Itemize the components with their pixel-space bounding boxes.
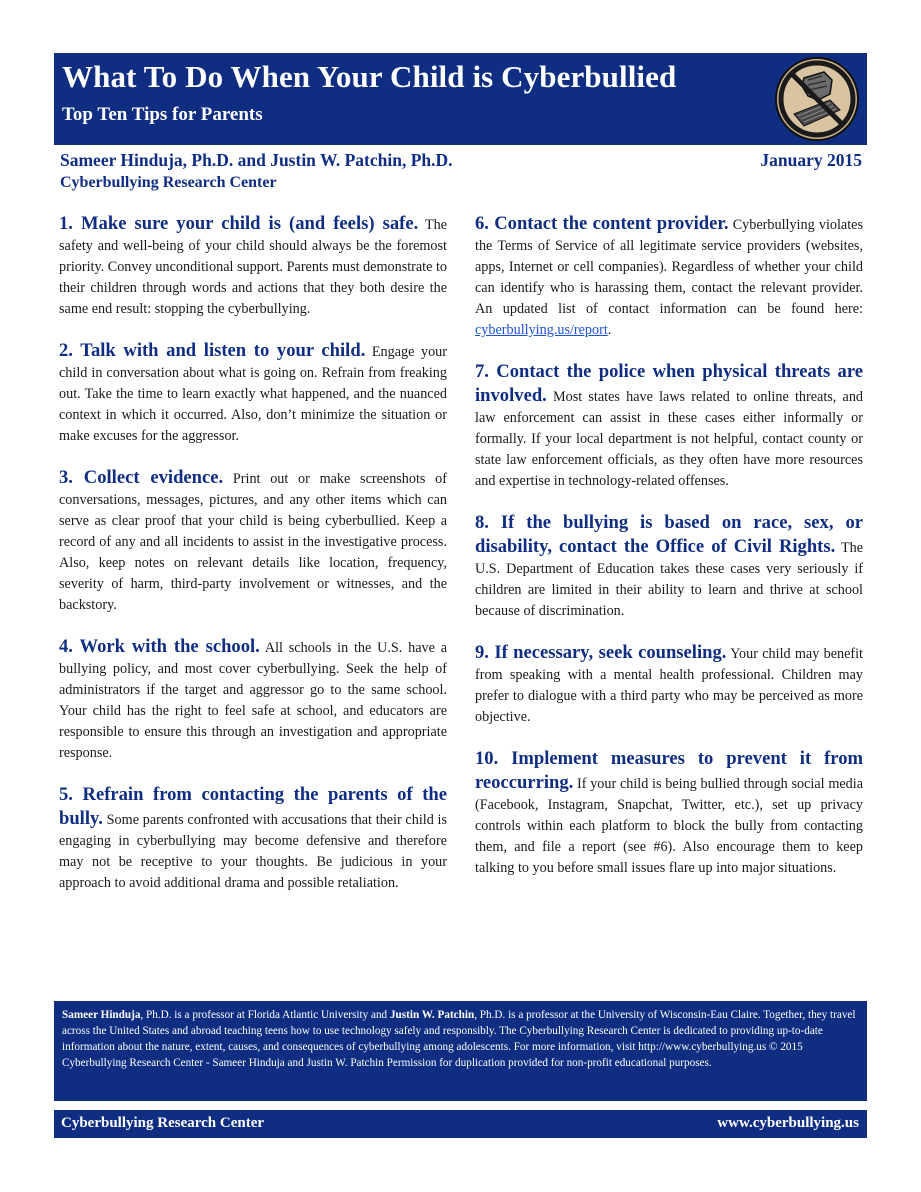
tip-heading: 4. Work with the school.: [59, 636, 260, 657]
tip-10: [475, 747, 863, 879]
tip-body: The safety and well-being of your child should always be the foremost priority. Convey unconditional support. Parents must demonstrate to their children through words and actions that they both desire the same end result: stopping the cyberbullying.: [59, 217, 448, 317]
tip-heading: 9. If necessary, seek counseling.: [475, 642, 727, 663]
tip-body: Some parents confronted with accusations that their child is engaging in cyberbullying may become defensive and therefore may not be receptive to your thoughts. Be judicious in your approach to avoid additional drama and possible retaliation.: [59, 812, 447, 891]
bio-name-2: Justin W. Patchin: [389, 1009, 475, 1021]
footer-org: Cyberbullying Research Center: [61, 1115, 265, 1131]
organization: Cyberbullying Research Center: [60, 174, 277, 191]
tip-4: [59, 635, 447, 764]
tip-9: [475, 641, 863, 728]
bio-name-1: Sameer Hinduja: [62, 1009, 141, 1021]
tip-1: [59, 212, 447, 320]
tip-body: Engage your child in conversation about what is going on. Refrain from freaking out. Take the time to learn exactly what happened, and the nuanced context in which it occurred. Also, don’t minimize the situation or make excuses for the aggressor.: [59, 344, 447, 444]
header-banner: [54, 53, 867, 145]
tip-body: If your child is being bullied through social media (Facebook, Instagram, Snapchat, Twitter, etc.), set up privacy controls within each platform to block the bully from contacting them, and file a report (see #6). Also encourage them to keep talking to you before small issues flare up into major situations.: [475, 776, 863, 876]
tip-heading: 8. If the bullying is based on race, sex, or disability, contact the Office of Civil Rights.: [475, 512, 863, 557]
bio-text-1: , Ph.D. is a professor at Florida Atlantic University and: [140, 1009, 390, 1021]
report-link[interactable]: cyberbullying.us/report: [475, 322, 608, 338]
tip-body: All schools in the U.S. have a bullying policy, and most cover cyberbullying. Seek the help of administrators if the target and aggressor go to the same school. Your child has the right to feel safe at school, and educators are responsible to ensure this through an investigation and appropriate response.: [59, 640, 448, 761]
tip-body: Your child may benefit from speaking with a mental health professional. Children may prefer to dialogue with a third party who may be perceived as more objective.: [475, 646, 864, 725]
publication-date: January 2015: [760, 150, 862, 170]
tips-column-right: [475, 212, 863, 896]
page-title: What To Do When Your Child is Cyberbullied: [62, 59, 677, 94]
tip-heading: 7. Contact the police when physical threats are involved.: [475, 361, 863, 406]
tip-heading: 6. Contact the content provider.: [475, 213, 729, 234]
tip-body: Most states have laws related to online threats, and law enforcement can assist in these cases either informally or formally. If your local department is not helpful, contact county or state law enforcement officials, as they often have more resources and expertise in technology-related offenses.: [475, 389, 864, 489]
tip-7: [475, 360, 863, 492]
tip-6: [475, 212, 863, 341]
tip-body-tail: .: [607, 322, 612, 338]
tip-body: Print out or make screenshots of conversations, messages, pictures, and any other items which can serve as clear proof that your child is being cyberbullied. Keep a record of any and all incidents to assist in the investigative process. Also, keep notes on relevant details like location, frequency, severity of harm, third-party involvement or witnesses, and the backstory.: [59, 471, 447, 613]
tip-heading: 2. Talk with and listen to your child.: [59, 340, 366, 361]
tip-2: [59, 339, 447, 447]
tips-column-left: [59, 212, 447, 911]
tip-heading: 3. Collect evidence.: [59, 467, 224, 488]
tip-3: [59, 466, 447, 616]
tip-heading: 5. Refrain from contacting the parents of the bully.: [59, 784, 447, 829]
bio-text-2: , Ph.D. is a professor at the University of Wisconsin-Eau Claire. Together, they travel across the United States and abroad teaching teens how to use technology safely and responsibly. The Cyberbullying Research Center is dedicated to providing up-to-date information about the nature, extent, causes, and consequences of cyberbullying among adolescents. For more information, visit http://www.cyberbullying.us © 2015 Cyberbullying Research Center - Sameer Hinduja and Justin W. Patchin Permission for duplication provided for non-profit educational purposes.: [62, 1009, 856, 1069]
page-subtitle: Top Ten Tips for Parents: [62, 104, 263, 125]
footer-bar: [54, 1110, 867, 1138]
authors: Sameer Hinduja, Ph.D. and Justin W. Patchin, Ph.D.: [60, 150, 453, 170]
tip-5: [59, 783, 447, 894]
tip-body: The U.S. Department of Education takes these cases very seriously if children are limited in their ability to learn and thrive at school because of discrimination.: [475, 540, 863, 619]
footer-url[interactable]: www.cyberbullying.us: [717, 1115, 859, 1131]
tip-8: [475, 511, 863, 622]
author-bio-box: [54, 1001, 867, 1101]
tip-heading: 10. Implement measures to prevent it from reoccurring.: [475, 748, 863, 793]
tip-heading: 1. Make sure your child is (and feels) safe.: [59, 213, 419, 234]
tip-body: Cyberbullying violates the Terms of Service of all legitimate service providers (websites, apps, Internet or cell companies). Regardless of whether your child can identify who is harassing them, contact the relevant provider. An updated list of contact information can be found here:: [475, 217, 863, 317]
no-cyberbullying-icon: [774, 56, 860, 142]
